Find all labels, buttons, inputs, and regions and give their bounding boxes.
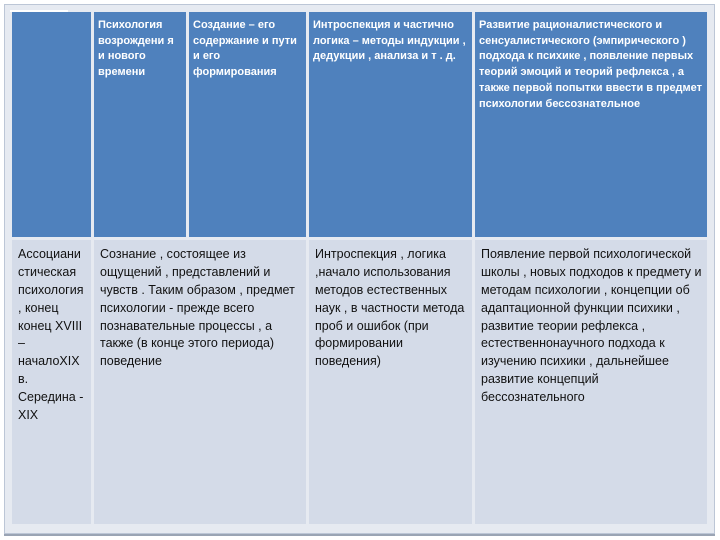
row2-subject: Сознание , состоящее из ощущений , представлений и чувств . Таким образом , предмет психологии - прежде всего познавательные процессы , а также (в конце этого периода) поведение <box>94 240 306 524</box>
row1-subject: Создание – его содержание и пути и его формирования <box>189 12 306 237</box>
row1-methods: Интроспекция и частично логика – методы индукции , дедукции , анализа и т . д. <box>309 12 472 237</box>
row2-development: Появление первой психологической школы , новых подходов к предмету и методам психологии , концепции об адаптационной функции психики , развитие теории рефлекса , естественнонаучного подхода к изучению психики , дальнейшее развитие концепций бессознательного <box>475 240 707 524</box>
row2-methods: Интроспекция , логика ,начало использования методов естественных наук , в частности метода проб и ошибок (при формировании поведения) <box>309 240 472 524</box>
row1-development: Развитие рационалистического и сенсуалистического (эмпирического ) подхода к психике , появление первых теорий эмоций и теорий рефлекса , а также первой попытки ввести в предмет психологии бессознательное <box>475 12 707 237</box>
row1-period-name: Психология возрождени я и нового времени <box>94 12 186 237</box>
frame-bottom-line <box>4 534 715 536</box>
row2-period-name: Ассоциани стическая психология , конец конец XVIII – началоXIX в. Середина - XIX <box>12 240 91 524</box>
row1-period-cell <box>12 12 91 237</box>
